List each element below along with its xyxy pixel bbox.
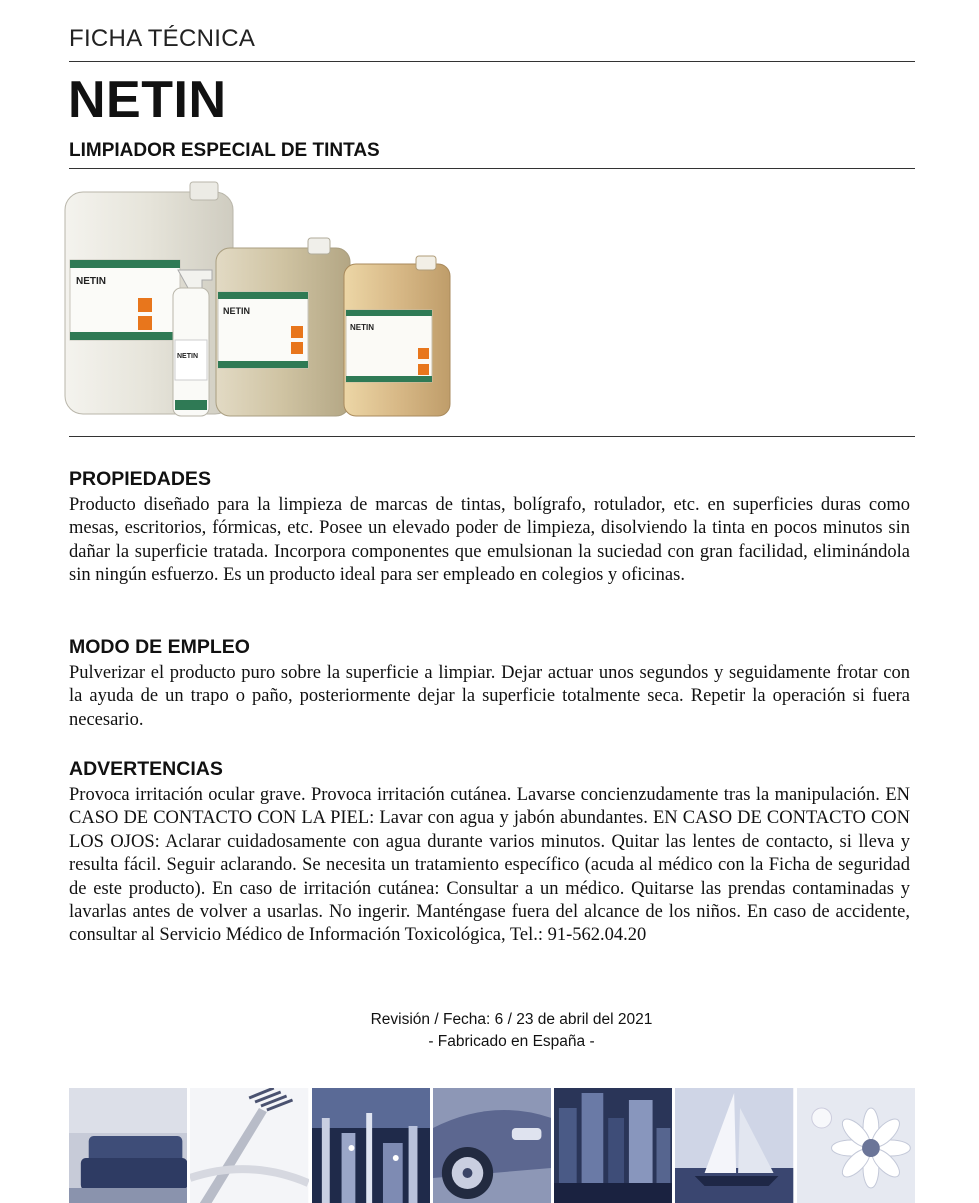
- footer-photo-strip: [69, 1088, 915, 1203]
- product-name: NETIN: [68, 71, 227, 129]
- header-divider: [69, 61, 915, 62]
- section-title-advertencias: ADVERTENCIAS: [69, 758, 223, 780]
- daisy-photo: [797, 1088, 915, 1203]
- revision-date: Revisión / Fecha: 6 / 23 de abril del 2021: [370, 1011, 653, 1028]
- sailboat-photo: [675, 1088, 793, 1203]
- product-subtitle: LIMPIADOR ESPECIAL DE TINTAS: [69, 140, 380, 161]
- product-containers-image: [60, 180, 460, 425]
- section-text-modo-de-empleo: Pulverizar el producto puro sobre la superficie a limpiar. Dejar actuar unos segundos y seguidamente frotar con la ayuda de un trapo o paño, posteriormente dejar la superficie totalmente seca. Repetir la operación si fuera necesario.: [69, 663, 910, 730]
- sofa-photo: [69, 1088, 187, 1203]
- svg-text:NETIN: NETIN: [350, 323, 374, 332]
- svg-text:NETIN: NETIN: [223, 306, 250, 316]
- small-jerrycan: [344, 256, 450, 416]
- section-title-propiedades: PROPIEDADES: [69, 468, 211, 490]
- city-photo: [554, 1088, 672, 1203]
- section-text-propiedades: Producto diseñado para la limpieza de marcas de tintas, bolígrafo, rotulador, etc. en superficies duras como mesas, escritorios, fórmicas, etc. Posee un elevado poder de limpieza, disolviendo la tinta en pocos minutos sin dañar la superficie tratada. Incorpora componentes que emulsionan la suciedad con gran facilidad, eliminándola sin ningún esfuerzo. Es un producto ideal para ser empleado en colegios y oficinas.: [69, 495, 910, 586]
- refinery-photo: [312, 1088, 430, 1203]
- label-netin-1: NETIN: [76, 276, 106, 287]
- subtitle-divider: [69, 168, 915, 169]
- medium-jerrycan: [216, 238, 350, 416]
- document-type-label: FICHA TÉCNICA: [69, 25, 256, 52]
- image-divider: [69, 436, 915, 437]
- car-photo: [433, 1088, 551, 1203]
- section-title-modo-de-empleo: MODO DE EMPLEO: [69, 636, 250, 658]
- svg-text:NETIN: NETIN: [177, 353, 198, 360]
- made-in-spain: - Fabricado en España -: [428, 1033, 595, 1050]
- spray-bottle: [173, 270, 212, 416]
- fork-photo: [190, 1088, 308, 1203]
- section-text-advertencias: Provoca irritación ocular grave. Provoca irritación cutánea. Lavarse concienzudamente tras la manipulación. EN CASO DE CONTACTO CON LA PIEL: Lavar con agua y jabón abundantes. EN CASO DE CONTACTO CON LOS OJOS: Aclarar cuidadosamente con agua durante varios minutos. Quitar las lentes de contacto, si lleva y resulta fácil. Seguir aclarando. Se necesita un tratamiento específico (acuda al médico con la Ficha de seguridad de este producto). En caso de irritación cutánea: Consultar a un médico. Quitarse las prendas contaminadas y lavarlas antes de volver a usarlas. No ingerir. Manténgase fuera del alcance de los niños. En caso de accidente, consultar al Servicio Médico de Información Toxicológica, Tel.: 91-562.04.20: [69, 785, 910, 946]
